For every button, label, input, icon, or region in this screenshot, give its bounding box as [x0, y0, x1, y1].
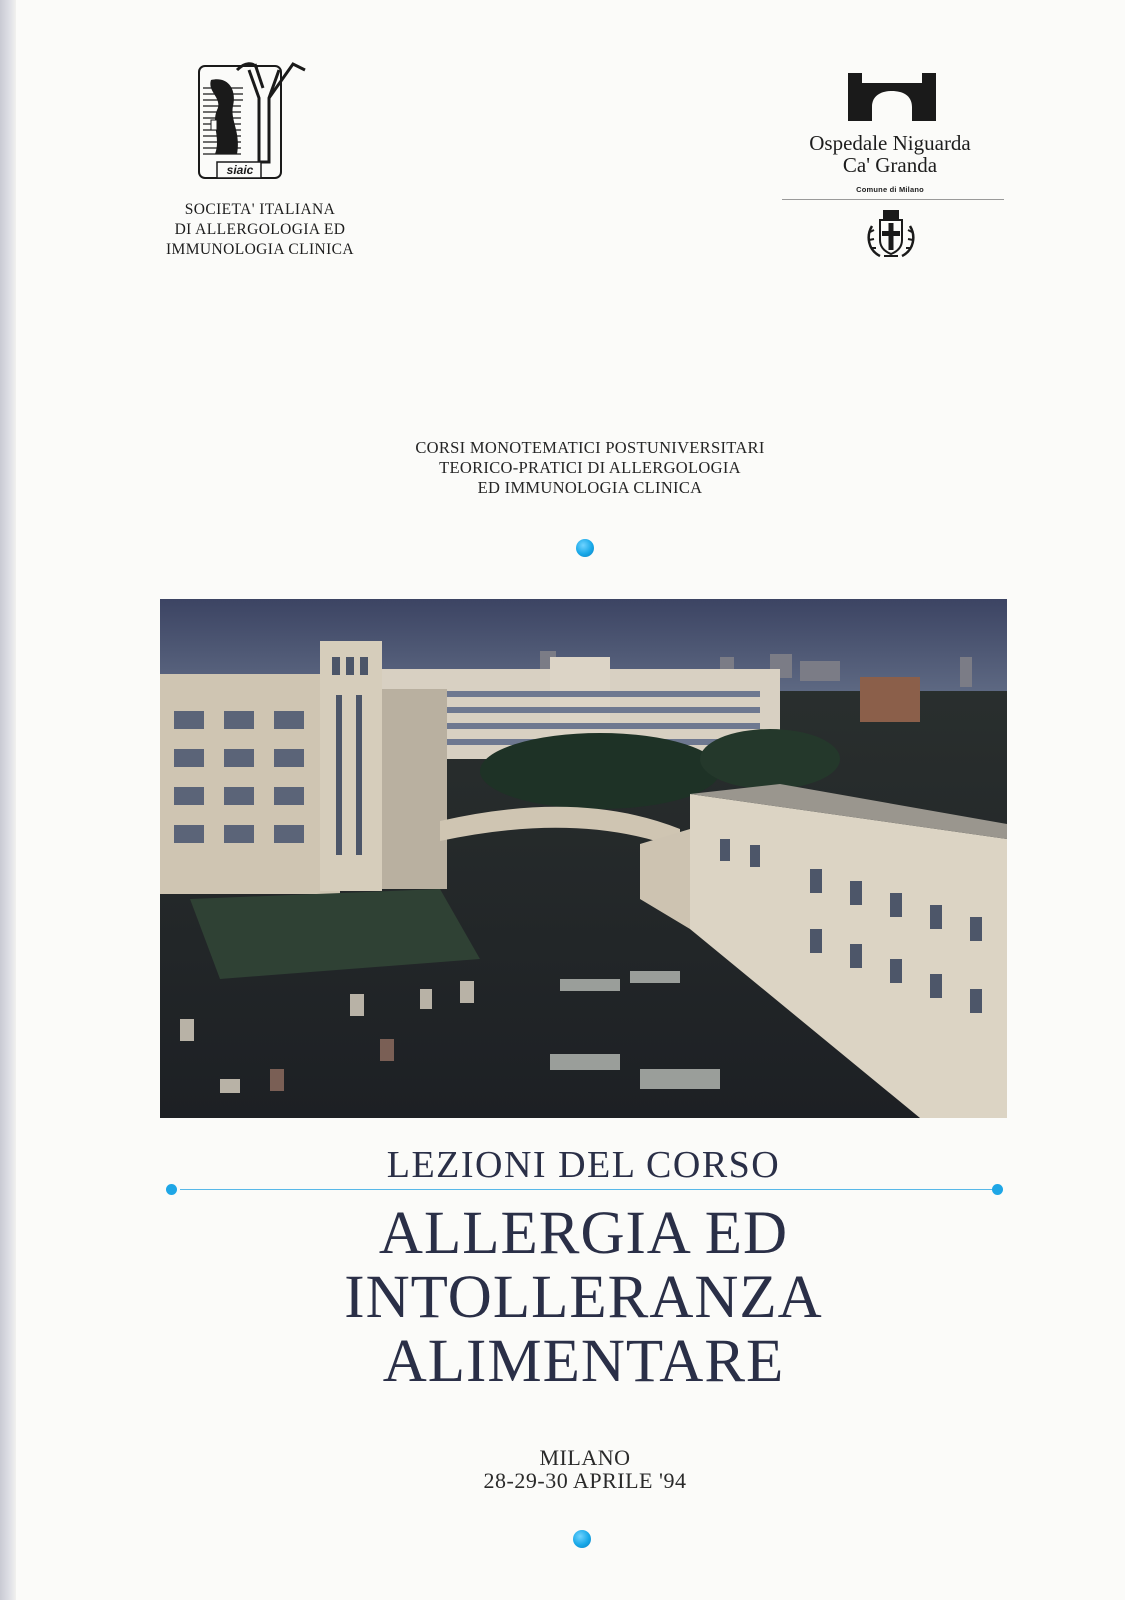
main-title-line: ALLERGIA ED: [378, 1200, 789, 1267]
course-heading-line: ED IMMUNOLOGIA CLINICA: [477, 478, 703, 497]
main-title-line: ALIMENTARE: [382, 1328, 785, 1395]
location-city: MILANO: [539, 1445, 631, 1470]
subtitle-rule: [180, 1189, 998, 1190]
subtitle: LEZIONI DEL CORSO: [386, 1144, 781, 1186]
course-heading: [280, 438, 900, 498]
hospital-photo: [160, 599, 1007, 1118]
society-name-line: IMMUNOLOGIA CLINICA: [166, 241, 354, 258]
event-location: [300, 1446, 870, 1492]
course-heading-line: CORSI MONOTEMATICI POSTUNIVERSITARI: [415, 438, 765, 457]
rule-dot-right: [992, 1184, 1003, 1195]
event-dates: 28-29-30 APRILE '94: [483, 1468, 687, 1493]
blue-dot-ornament: [576, 539, 594, 557]
niguarda-logo-icon: [848, 73, 936, 121]
comune-label: Comune di Milano: [856, 185, 924, 194]
hospital-divider: [782, 199, 1004, 200]
hospital-name-line: Ospedale Niguarda: [809, 131, 971, 155]
siaic-logo-text: siaic: [226, 163, 254, 177]
society-name-line: SOCIETA' ITALIANA: [184, 201, 336, 218]
society-name: [140, 200, 380, 260]
course-heading-line: TEORICO-PRATICI DI ALLERGOLOGIA: [439, 458, 741, 477]
cover-spine-edge: [0, 0, 16, 1600]
milano-crest-icon: [864, 206, 918, 262]
rule-dot-left: [166, 1184, 177, 1195]
hospital-name: [770, 132, 1010, 176]
blue-dot-ornament: [573, 1530, 591, 1548]
hospital-name-line: Ca' Granda: [842, 153, 938, 177]
main-title-line: INTOLLERANZA: [344, 1264, 823, 1331]
society-name-line: DI ALLERGOLOGIA ED: [174, 221, 346, 238]
main-title: [140, 1202, 1027, 1394]
